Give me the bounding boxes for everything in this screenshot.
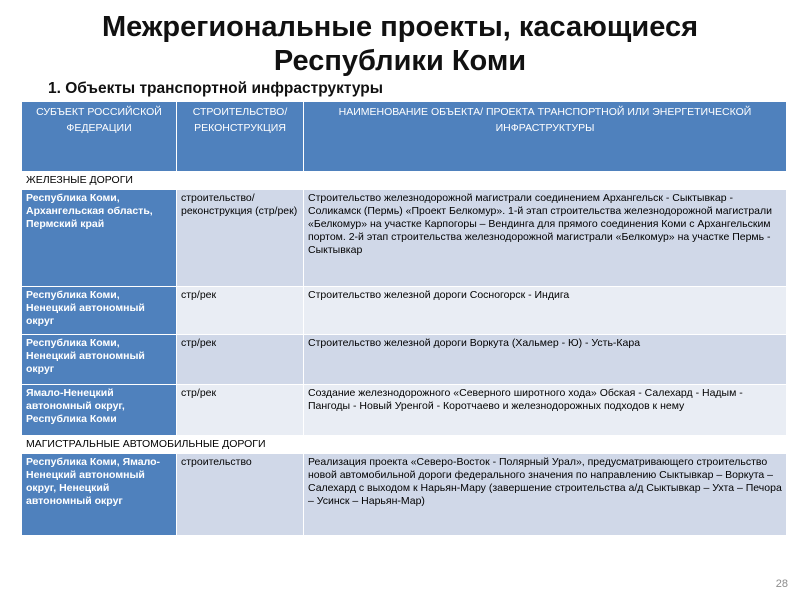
- header-name: НАИМЕНОВАНИЕ ОБЪЕКТА/ ПРОЕКТА ТРАНСПОРТНОЙ ИЛИ ЭНЕРГЕТИЧЕСКОЙ ИНФРАСТРУКТУРЫ: [304, 102, 787, 172]
- cell-type: стр/рек: [177, 335, 304, 385]
- cell-name: Создание железнодорожного «Северного широтного хода» Обская - Салехард - Надым - Пангоды - Новый Уренгой - Коротчаево и железнодорожных подходов к нему: [304, 385, 787, 436]
- cell-subject: Ямало-Ненецкий автономный округ, Республика Коми: [22, 385, 177, 436]
- page-title: [0, 10, 800, 78]
- section-row-road: [22, 436, 787, 454]
- title-line-2: Республики Коми: [273, 45, 527, 77]
- projects-table: [21, 101, 787, 536]
- table-row: [22, 335, 787, 385]
- table-row: [22, 385, 787, 436]
- cell-name: Строительство железнодорожной магистрали соединением Архангельск - Сыктывкар - Соликамск (Пермь) «Проект Белкомур». 1-й этап строительства железнодорожной магистрали «Белкомур» на участке Карпогоры – Вендинга для прямого соединения Коми с Архангельским портом. 2-й этап строительства железнодорожной магистрали «Белкомур» на участке Пермь - Сыктывкар: [304, 190, 787, 287]
- cell-type: строительство/ реконструкция (стр/рек): [177, 190, 304, 287]
- cell-name: Строительство железной дороги Сосногорск - Индига: [304, 287, 787, 335]
- cell-subject: Республика Коми, Ненецкий автономный округ: [22, 335, 177, 385]
- cell-type: стр/рек: [177, 385, 304, 436]
- table-header-row: [22, 102, 787, 172]
- section-subtitle: 1. Объекты транспортной инфраструктуры: [48, 80, 383, 97]
- cell-subject: Республика Коми, Архангельская область, Пермский край: [22, 190, 177, 287]
- header-subject: СУБЪЕКТ РОССИЙСКОЙ ФЕДЕРАЦИИ: [22, 102, 177, 172]
- cell-name: Строительство железной дороги Воркута (Хальмер - Ю) - Усть-Кара: [304, 335, 787, 385]
- table-row: [22, 454, 787, 536]
- table-row: [22, 190, 787, 287]
- cell-type: строительство: [177, 454, 304, 536]
- cell-subject: Республика Коми, Ненецкий автономный округ: [22, 287, 177, 335]
- header-type: СТРОИТЕЛЬСТВО/ РЕКОНСТРУКЦИЯ: [177, 102, 304, 172]
- cell-name: Реализация проекта «Северо-Восток - Полярный Урал», предусматривающего строительство новой автомобильной дороги федерального значения по направлению Сыктывкар – Воркута – Салехард с выходом к Нарьян-Мару (завершение строительства а/д Сыктывкар – Ухта – Печора – Усинск – Нарьян-Мар): [304, 454, 787, 536]
- cell-type: стр/рек: [177, 287, 304, 335]
- section-label-rail: ЖЕЛЕЗНЫЕ ДОРОГИ: [22, 172, 787, 190]
- table-row: [22, 287, 787, 335]
- cell-subject: Республика Коми, Ямало-Ненецкий автономный округ, Ненецкий автономный округ: [22, 454, 177, 536]
- title-line-1: Межрегиональные проекты, касающиеся: [101, 11, 699, 43]
- section-row-rail: [22, 172, 787, 190]
- page-number: 28: [775, 578, 788, 590]
- section-label-road: МАГИСТРАЛЬНЫЕ АВТОМОБИЛЬНЫЕ ДОРОГИ: [22, 436, 787, 454]
